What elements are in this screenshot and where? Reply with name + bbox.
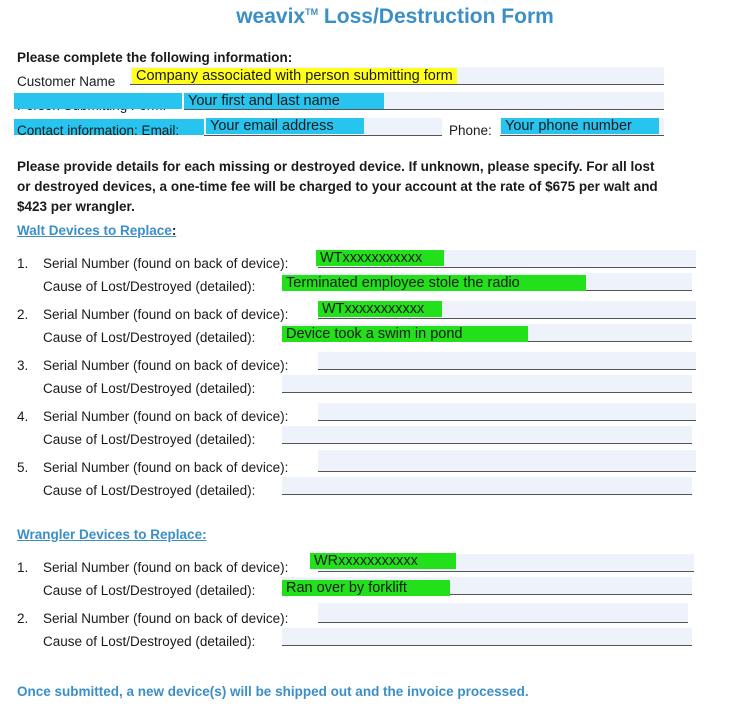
walt-item-2-serial-value: WTxxxxxxxxxxx: [318, 301, 442, 317]
email-value: Your email address: [206, 118, 364, 134]
walt-item-1-serial-value: WTxxxxxxxxxxx: [316, 250, 444, 266]
trademark: TM: [305, 7, 319, 17]
customer-name-value: Company associated with person submitting form: [132, 68, 457, 84]
walt-item-1-cause-label: Cause of Lost/Destroyed (detailed):: [43, 279, 256, 294]
phone-label: Phone:: [449, 123, 492, 138]
wrangler-item-1-serial-label: Serial Number (found on back of device):: [43, 560, 289, 575]
wrangler-item-1-cause-value: Ran over by forklift: [282, 580, 450, 596]
walt-item-2-number: 2.: [17, 307, 29, 322]
wrangler-item-2-cause-label: Cause of Lost/Destroyed (detailed):: [43, 634, 256, 649]
title-text: Loss/Destruction Form: [318, 5, 554, 28]
wrangler-item-1-cause-label: Cause of Lost/Destroyed (detailed):: [43, 583, 256, 598]
phone-value: Your phone number: [501, 118, 659, 134]
walt-item-1-cause-value: Terminated employee stole the radio: [282, 275, 586, 291]
walt-item-5-number: 5.: [17, 460, 29, 475]
walt-item-5-cause-field[interactable]: [282, 477, 692, 495]
walt-item-2-cause-value: Device took a swim in pond: [282, 326, 528, 342]
walt-item-3-number: 3.: [17, 358, 29, 373]
brand-name: weavix: [236, 5, 306, 28]
walt-item-1-serial-label: Serial Number (found on back of device):: [43, 256, 289, 271]
walt-item-5-serial-label: Serial Number (found on back of device):: [43, 460, 289, 475]
page-title: [0, 5, 744, 29]
walt-item-4-cause-label: Cause of Lost/Destroyed (detailed):: [43, 432, 256, 447]
instructions-line-3: $423 per wrangler.: [17, 199, 135, 214]
walt-item-5-serial-field[interactable]: [318, 450, 696, 472]
wrangler-item-2-serial-field[interactable]: [318, 603, 688, 623]
walt-item-5-cause-label: Cause of Lost/Destroyed (detailed):: [43, 483, 256, 498]
footer-note: Once submitted, a new device(s) will be shipped out and the invoice processed.: [17, 684, 529, 699]
walt-item-3-cause-field[interactable]: [282, 375, 692, 393]
wrangler-item-1-serial-value: WRxxxxxxxxxxx: [310, 553, 456, 569]
walt-item-4-serial-label: Serial Number (found on back of device):: [43, 409, 289, 424]
walt-section-heading: Walt Devices to Replace:: [17, 223, 177, 238]
walt-item-3-serial-field[interactable]: [318, 352, 696, 370]
wrangler-section-heading: Wrangler Devices to Replace:: [17, 527, 207, 542]
contact-email-label: Contact information: Email:: [17, 123, 180, 138]
wrangler-item-1-number: 1.: [17, 560, 29, 575]
wrangler-item-2-cause-field[interactable]: [282, 628, 692, 646]
walt-item-3-cause-label: Cause of Lost/Destroyed (detailed):: [43, 381, 256, 396]
wrangler-item-2-serial-label: Serial Number (found on back of device):: [43, 611, 289, 626]
walt-item-1-number: 1.: [17, 256, 29, 271]
walt-item-2-cause-label: Cause of Lost/Destroyed (detailed):: [43, 330, 256, 345]
wrangler-item-2-number: 2.: [17, 611, 29, 626]
walt-item-4-cause-field[interactable]: [282, 426, 692, 444]
submitter-label-highlight: [14, 93, 182, 109]
intro-text: Please complete the following information:: [17, 50, 293, 65]
instructions-line-1: Please provide details for each missing or destroyed device. If unknown, please specify. For all lost: [17, 159, 655, 174]
walt-item-4-number: 4.: [17, 409, 29, 424]
customer-name-label: Customer Name: [17, 74, 116, 89]
instructions-line-2: or destroyed devices, a one-time fee will be charged to your account at the rate of $675 per walt and: [17, 179, 658, 194]
submitter-value: Your first and last name: [184, 93, 384, 109]
walt-item-4-serial-field[interactable]: [318, 403, 696, 421]
walt-item-2-serial-label: Serial Number (found on back of device):: [43, 307, 289, 322]
walt-item-3-serial-label: Serial Number (found on back of device):: [43, 358, 289, 373]
